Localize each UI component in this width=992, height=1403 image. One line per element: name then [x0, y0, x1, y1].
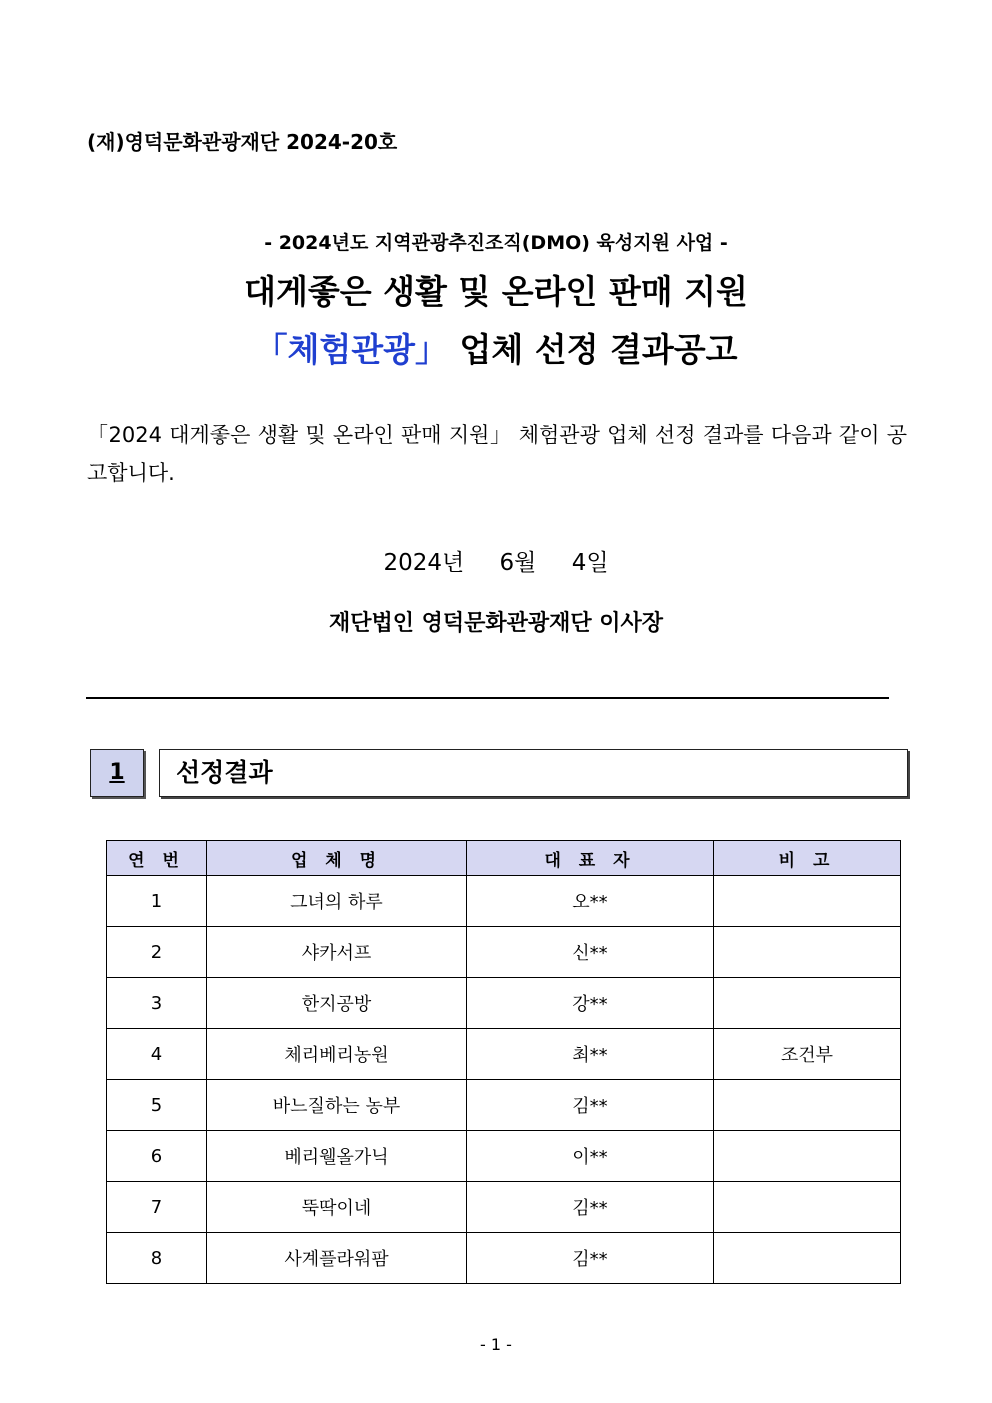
cell-representative: 오**: [467, 876, 714, 927]
header-cell-representative: 대 표 자: [467, 841, 714, 876]
table-row: [107, 1182, 901, 1233]
divider: [86, 697, 889, 699]
cell-number: 8: [107, 1233, 207, 1284]
table-row: [107, 876, 901, 927]
section-title: 선정결과: [159, 749, 908, 797]
table-row: [107, 1233, 901, 1284]
cell-remarks: [714, 1182, 901, 1233]
cell-remarks: [714, 1080, 901, 1131]
document-number: (재)영덕문화관광재단 2024-20호: [87, 130, 398, 154]
announcement-subtitle: - 2024년도 지역관광추진조직(DMO) 육성지원 사업 -: [264, 232, 728, 254]
cell-number: 4: [107, 1029, 207, 1080]
results-table: [106, 840, 901, 1284]
announcement-title-line2: [0, 324, 992, 371]
cell-representative: 김**: [467, 1233, 714, 1284]
cell-remarks: [714, 978, 901, 1029]
cell-remarks: [714, 876, 901, 927]
table-row: [107, 1131, 901, 1182]
cell-representative: 최**: [467, 1029, 714, 1080]
announcement-date: [0, 544, 992, 577]
table-header-row: [107, 841, 901, 876]
header-cell-number: 연 번: [107, 841, 207, 876]
cell-remarks: [714, 927, 901, 978]
cell-representative: 이**: [467, 1131, 714, 1182]
date-year: 2024년: [383, 550, 465, 576]
cell-remarks: 조건부: [714, 1029, 901, 1080]
cell-company: 샤카서프: [207, 927, 467, 978]
date-day: 4일: [571, 550, 609, 576]
page-number: - 1 -: [480, 1335, 512, 1354]
cell-representative: 신**: [467, 927, 714, 978]
cell-number: 7: [107, 1182, 207, 1233]
cell-number: 3: [107, 978, 207, 1029]
section-number-badge: 1: [90, 749, 144, 797]
title-highlight: 「체험관광」: [254, 330, 448, 369]
table-row: [107, 927, 901, 978]
cell-company: 한지공방: [207, 978, 467, 1029]
date-month: 6월: [499, 550, 537, 576]
cell-representative: 김**: [467, 1182, 714, 1233]
cell-number: 1: [107, 876, 207, 927]
issuer: 재단법인 영덕문화관광재단 이사장: [328, 611, 664, 636]
table-row: [107, 1080, 901, 1131]
cell-remarks: [714, 1131, 901, 1182]
cell-number: 5: [107, 1080, 207, 1131]
table-row: [107, 978, 901, 1029]
cell-company: 그녀의 하루: [207, 876, 467, 927]
cell-representative: 강**: [467, 978, 714, 1029]
cell-company: 베리웰올가닉: [207, 1131, 467, 1182]
announcement-title-line1: 대게좋은 생활 및 온라인 판매 지원: [244, 272, 748, 311]
title-rest: 업체 선정 결과공고: [459, 330, 738, 369]
cell-remarks: [714, 1233, 901, 1284]
cell-representative: 김**: [467, 1080, 714, 1131]
cell-number: 2: [107, 927, 207, 978]
cell-company: 사계플라워팜: [207, 1233, 467, 1284]
cell-company: 체리베리농원: [207, 1029, 467, 1080]
cell-company: 바느질하는 농부: [207, 1080, 467, 1131]
header-cell-company: 업 체 명: [207, 841, 467, 876]
announcement-body: 「2024 대게좋은 생활 및 온라인 판매 지원」 체험관광 업체 선정 결과를 다음과 같이 공고합니다.: [87, 423, 907, 485]
header-cell-remarks: 비 고: [714, 841, 901, 876]
table-row: [107, 1029, 901, 1080]
cell-number: 6: [107, 1131, 207, 1182]
cell-company: 뚝딱이네: [207, 1182, 467, 1233]
